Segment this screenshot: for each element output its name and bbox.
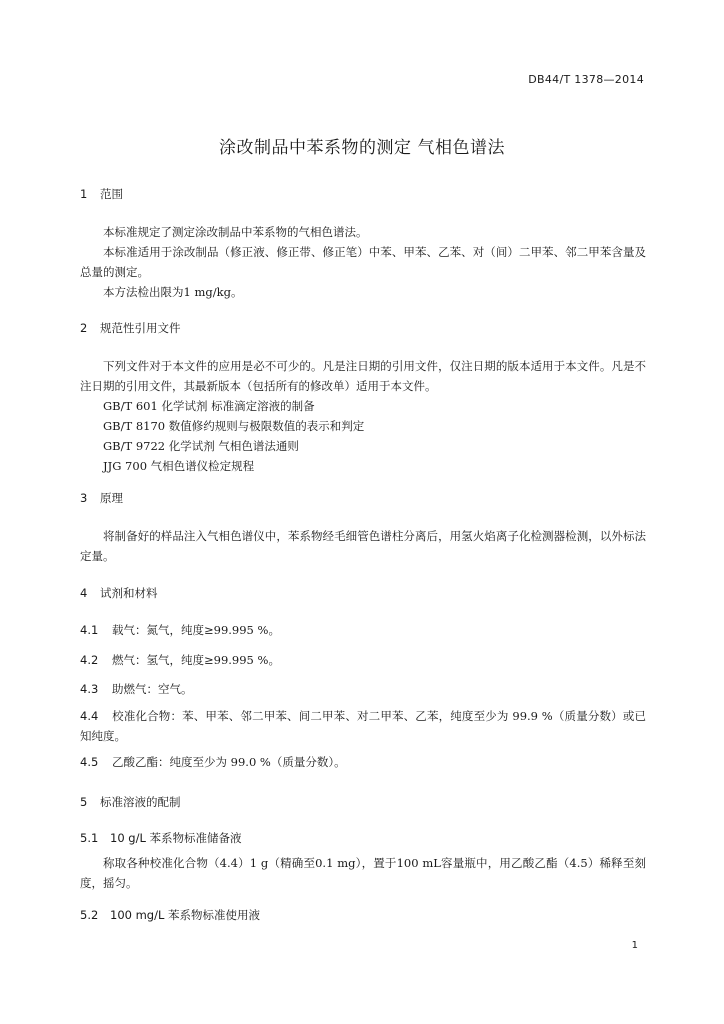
reference-item: GB/T 9722 化学试剂 气相色谱法通则 [103, 439, 299, 453]
section-1-heading [80, 186, 123, 202]
subsection-title: 10 g/L 苯系物标准储备液 [110, 831, 242, 845]
section-3-heading [80, 490, 123, 506]
section-title: 试剂和材料 [100, 586, 158, 600]
section-number: 1 [80, 187, 88, 201]
item-text: 燃气：氢气，纯度≥99.995 %。 [112, 653, 280, 667]
list-item [80, 620, 646, 640]
section-title: 范围 [100, 187, 123, 201]
page-number: 1 [631, 940, 638, 951]
item-number: 4.2 [80, 653, 99, 667]
paragraph: 将制备好的样品注入气相色谱仪中，苯系物经毛细管色谱柱分离后，用氢火焰离子化检测器检测，以外标法定量。 [80, 529, 646, 563]
list-item [80, 679, 646, 699]
paragraph: 称取各种校准化合物（4.4）1 g（精确至0.1 mg），置于100 mL容量瓶中，用乙酸乙酯（4.5）稀释至刻度，摇匀。 [80, 856, 646, 890]
section-title: 规范性引用文件 [100, 321, 181, 335]
reference-item: GB/T 601 化学试剂 标准滴定溶液的制备 [103, 399, 315, 413]
section-number: 3 [80, 491, 88, 505]
subsection-number: 5.2 [80, 908, 99, 922]
subsection-title: 100 mg/L 苯系物标准使用液 [110, 908, 261, 922]
subsection-5-2-heading [80, 907, 260, 923]
subsection-number: 5.1 [80, 831, 99, 845]
item-text: 乙酸乙酯：纯度至少为 99.0 %（质量分数）。 [112, 755, 346, 769]
item-number: 4.3 [80, 682, 99, 696]
paragraph: 本标准适用于涂改制品（修正液、修正带、修正笔）中苯、甲苯、乙苯、对（间）二甲苯、邻二甲苯含量及总量的测定。 [80, 245, 646, 279]
standard-code: DB44/T 1378—2014 [528, 73, 644, 86]
section-2-heading [80, 320, 181, 336]
section-number: 4 [80, 586, 88, 600]
item-number: 4.5 [80, 755, 99, 769]
section-title: 标准溶液的配制 [100, 795, 181, 809]
section-5-heading [80, 794, 181, 810]
reference-item: GB/T 8170 数值修约规则与极限数值的表示和判定 [103, 419, 365, 433]
section-title: 原理 [100, 491, 123, 505]
list-item [80, 650, 646, 670]
list-item [80, 752, 646, 772]
paragraph: 下列文件对于本文件的应用是必不可少的。凡是注日期的引用文件，仅注日期的版本适用于本文件。凡是不注日期的引用文件，其最新版本（包括所有的修改单）适用于本文件。 [80, 359, 646, 393]
item-number: 4.1 [80, 623, 99, 637]
item-text: 校准化合物：苯、甲苯、邻二甲苯、间二甲苯、对二甲苯、乙苯，纯度至少为 99.9 %（质量分数）或已知纯度。 [80, 709, 646, 743]
reference-item: JJG 700 气相色谱仪检定规程 [103, 459, 255, 473]
paragraph: 本标准规定了测定涂改制品中苯系物的气相色谱法。 [103, 225, 368, 239]
item-number: 4.4 [80, 709, 99, 723]
paragraph: 本方法检出限为1 mg/kg。 [103, 285, 243, 299]
list-item [80, 706, 646, 746]
document-title: 涂改制品中苯系物的测定 气相色谱法 [219, 138, 505, 158]
item-text: 助燃气：空气。 [112, 682, 193, 696]
section-number: 2 [80, 321, 88, 335]
section-4-heading [80, 585, 158, 601]
subsection-5-1-heading [80, 830, 242, 846]
section-number: 5 [80, 795, 88, 809]
item-text: 载气：氮气，纯度≥99.995 %。 [112, 623, 280, 637]
